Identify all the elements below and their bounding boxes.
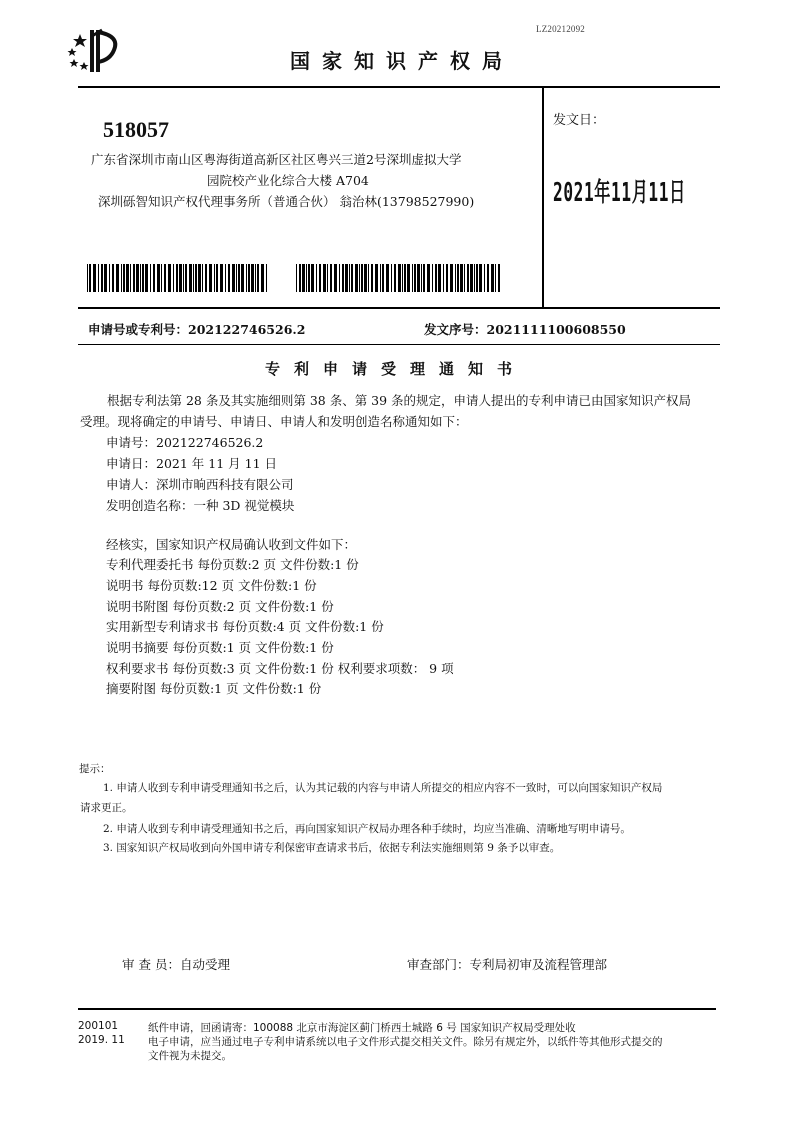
- tip-1-line2: 请求更正。: [80, 802, 133, 814]
- barcode-bar: [446, 264, 448, 292]
- recipient-postcode: 518057: [103, 117, 169, 142]
- examiner: 审 查 员：自动受理: [122, 957, 230, 972]
- application-number: [88, 320, 305, 338]
- barcode-bar: [368, 264, 369, 292]
- barcode-bar: [364, 264, 367, 292]
- barcode-bar: [394, 264, 396, 292]
- serial-number: [424, 320, 626, 338]
- barcode-bar: [116, 264, 119, 292]
- recipient-address-line1: 广东省深圳市南山区粤海街道高新区社区粤兴三道2号深圳虚拟大学: [91, 152, 462, 167]
- barcode-bar: [455, 264, 456, 292]
- tips-heading: 提示：: [79, 763, 111, 775]
- barcode-bar: [391, 264, 392, 292]
- barcode-bar: [382, 264, 384, 292]
- barcode-bar: [133, 264, 135, 292]
- barcode-bar: [209, 264, 212, 292]
- barcode-bar: [176, 264, 178, 292]
- barcode-bar: [136, 264, 139, 292]
- header-divider: [542, 86, 544, 308]
- barcode-bar: [417, 264, 420, 292]
- barcode-bar: [407, 264, 410, 292]
- barcode-bar: [104, 264, 107, 292]
- field-applicant: 申请人：深圳市晌西科技有限公司: [106, 477, 294, 492]
- barcode-bar: [487, 264, 489, 292]
- barcode-bar: [98, 264, 99, 292]
- application-number-label: 申请号或专利号：: [88, 322, 189, 337]
- field-invention-title: 发明创造名称：一种 3D 视觉模块: [106, 498, 295, 513]
- barcode-bar: [323, 264, 326, 292]
- barcode-bar: [349, 264, 350, 292]
- documents-intro: 经核实，国家知识产权局确认收到文件如下：: [106, 537, 357, 552]
- barcode-bar: [236, 264, 237, 292]
- tip-3: 3. 国家知识产权局收到向外国申请专利保密审查请求书后，依据专利法实施细则第 9 条予以审查。: [103, 842, 561, 854]
- tip-1-line1: 1. 申请人收到专利申请受理通知书之后，认为其记载的内容与申请人所提交的相应内容不一致时，可以向国家知识产权局: [103, 782, 663, 794]
- header-rule: [78, 86, 720, 88]
- barcode-bar: [404, 264, 406, 292]
- barcode-bar: [299, 264, 301, 292]
- barcode-bar: [414, 264, 416, 292]
- barcode-bar: [484, 264, 485, 292]
- form-code: 200101: [78, 1020, 119, 1032]
- barcode-bar: [225, 264, 226, 292]
- barcode-bar: [255, 264, 256, 292]
- barcode-bar: [123, 264, 125, 292]
- barcode-bar: [423, 264, 425, 292]
- barcode-bar: [467, 264, 469, 292]
- barcode-bar: [266, 264, 267, 292]
- barcode-bar: [164, 264, 166, 292]
- barcode-bar: [145, 264, 148, 292]
- barcode-bar: [140, 264, 141, 292]
- notice-intro-line1: 根据专利法第 28 条及其实施细则第 38 条、第 39 条的规定，申请人提出的专利申请已由国家知识产权局: [107, 393, 692, 408]
- barcode-bar: [402, 264, 403, 292]
- barcode-bar: [173, 264, 174, 292]
- barcode-bar: [130, 264, 131, 292]
- issue-date: 2021年11月11日: [553, 178, 686, 208]
- barcode-bar: [142, 264, 144, 292]
- field-filing-date: 申请日：2021 年 11 月 11 日: [106, 456, 277, 471]
- footer-electronic-instructions: 电子申请，应当通过电子专利申请系统以电子文件形式提交相关文件。除另有规定外，以纸件等其他形式提交的: [148, 1036, 663, 1048]
- barcode-bar: [380, 264, 381, 292]
- barcode-bar: [89, 264, 91, 292]
- issue-date-label: 发文日：: [553, 113, 606, 128]
- barcode-bar: [345, 264, 348, 292]
- notice-intro-line2: 受理。现将确定的申请号、申请日、申请人和发明创造名称通知如下：: [80, 414, 468, 429]
- recipient-address-line2: 园院校产业化综合大楼 A704: [207, 173, 369, 188]
- barcode-bar: [248, 264, 250, 292]
- barcode-bar: [476, 264, 478, 292]
- barcode-bar: [330, 264, 332, 292]
- barcode-bar: [355, 264, 358, 292]
- barcode-bar: [214, 264, 215, 292]
- barcode-bar: [246, 264, 247, 292]
- barcode-bar: [150, 264, 151, 292]
- barcode-bar: [479, 264, 482, 292]
- barcode-bar: [339, 264, 340, 292]
- barcode-bar: [464, 264, 465, 292]
- barcode-bar: [193, 264, 194, 292]
- barcode-bar: [474, 264, 475, 292]
- barcode-bar: [359, 264, 360, 292]
- document-item: 说明书 每份页数:12 页 文件份数:1 份: [106, 578, 317, 593]
- barcode-bar: [216, 264, 218, 292]
- barcode-bar: [421, 264, 422, 292]
- document-item: 权利要求书 每份页数:3 页 文件份数:1 份 权利要求项数： 9 项: [106, 661, 454, 676]
- barcode-bar: [228, 264, 230, 292]
- barcode-bar: [342, 264, 344, 292]
- barcode-bar: [157, 264, 160, 292]
- recipient-agency: 深圳砾智知识产权代理事务所（普通合伙） 翁治林(13798527990): [98, 194, 475, 209]
- barcode-bar: [435, 264, 437, 292]
- barcode-bar: [457, 264, 459, 292]
- barcode-bar: [296, 264, 297, 292]
- barcode-bar: [168, 264, 171, 292]
- barcode-bar: [427, 264, 430, 292]
- barcode-bar: [109, 264, 110, 292]
- serial-number-label: 发文序号：: [424, 322, 487, 337]
- barcode-bar: [195, 264, 197, 292]
- barcode-bar: [495, 264, 496, 292]
- barcode-bar: [202, 264, 203, 292]
- document-item: 实用新型专利请求书 每份页数:4 页 文件份数:1 份: [106, 619, 384, 634]
- examining-department: 审查部门：专利局初审及流程管理部: [407, 957, 608, 972]
- form-version: 2019. 11: [78, 1034, 125, 1046]
- barcode-bar: [412, 264, 413, 292]
- barcode-bar: [261, 264, 264, 292]
- document-item: 说明书附图 每份页数:2 页 文件份数:1 份: [106, 599, 334, 614]
- barcode-bar: [491, 264, 494, 292]
- barcode-bar: [311, 264, 314, 292]
- barcode-bar: [398, 264, 401, 292]
- footer-rule: [78, 1008, 716, 1010]
- barcode-bar: [302, 264, 305, 292]
- barcode-bar: [232, 264, 235, 292]
- barcode-bar: [498, 264, 500, 292]
- field-application-number: 申请号：202122746526.2: [106, 435, 264, 450]
- barcode-bar: [438, 264, 441, 292]
- barcode-bar: [432, 264, 433, 292]
- barcode-bar: [251, 264, 254, 292]
- barcode-bar: [205, 264, 207, 292]
- barcode-bar: [101, 264, 103, 292]
- barcode-bar: [153, 264, 155, 292]
- barcode-bar: [185, 264, 187, 292]
- barcode-bar: [87, 264, 88, 292]
- barcode-bar: [126, 264, 129, 292]
- barcode-bar: [198, 264, 201, 292]
- barcode-bar: [351, 264, 353, 292]
- footer-electronic-instructions-cont: 文件视为未提交。: [148, 1050, 232, 1062]
- barcode-bar: [316, 264, 317, 292]
- barcode-left: [87, 264, 272, 292]
- barcode-bar: [112, 264, 114, 292]
- barcode-bar: [121, 264, 122, 292]
- barcode-bar: [371, 264, 373, 292]
- barcode-bar: [470, 264, 473, 292]
- barcode-bar: [93, 264, 96, 292]
- document-item: 专利代理委托书 每份页数:2 页 文件份数:1 份: [106, 557, 359, 572]
- barcode-bar: [443, 264, 444, 292]
- document-item: 摘要附图 每份页数:1 页 文件份数:1 份: [106, 681, 322, 696]
- barcode-bar: [450, 264, 453, 292]
- barcode-bar: [319, 264, 321, 292]
- barcode-bar: [220, 264, 223, 292]
- notice-title: 专利申请受理通知书: [265, 360, 527, 378]
- office-title: 国家知识产权局: [290, 49, 514, 73]
- barcode-right: [296, 264, 503, 292]
- serial-number-value: 2021111100608550: [486, 322, 626, 337]
- barcode-bar: [257, 264, 259, 292]
- document-item: 说明书摘要 每份页数:1 页 文件份数:1 份: [106, 640, 334, 655]
- application-number-value: 202122746526.2: [188, 322, 306, 337]
- barcode-bar: [386, 264, 389, 292]
- barcode-bar: [189, 264, 192, 292]
- barcode-bar: [460, 264, 463, 292]
- barcode-bar: [375, 264, 378, 292]
- barcode-bar: [306, 264, 307, 292]
- barcode-bar: [327, 264, 328, 292]
- barcode-bar: [161, 264, 162, 292]
- meta-rule: [78, 344, 720, 345]
- address-block-rule: [78, 307, 720, 309]
- barcode-bar: [334, 264, 337, 292]
- barcode-bar: [361, 264, 363, 292]
- tip-2: 2. 申请人收到专利申请受理通知书之后，再向国家知识产权局办理各种手续时，均应当准确、清晰地写明申请号。: [103, 823, 631, 835]
- footer-paper-instructions: 纸件申请，回函请寄：100088 北京市海淀区蓟门桥西土城路 6 号 国家知识产权局受理处收: [148, 1022, 576, 1034]
- barcode-bar: [241, 264, 244, 292]
- barcode-bar: [308, 264, 310, 292]
- barcode-bar: [238, 264, 240, 292]
- barcode-bar: [183, 264, 184, 292]
- cnipa-logo-icon: [62, 26, 124, 74]
- barcode-bar: [179, 264, 182, 292]
- document-code: LZ20212092: [536, 24, 585, 34]
